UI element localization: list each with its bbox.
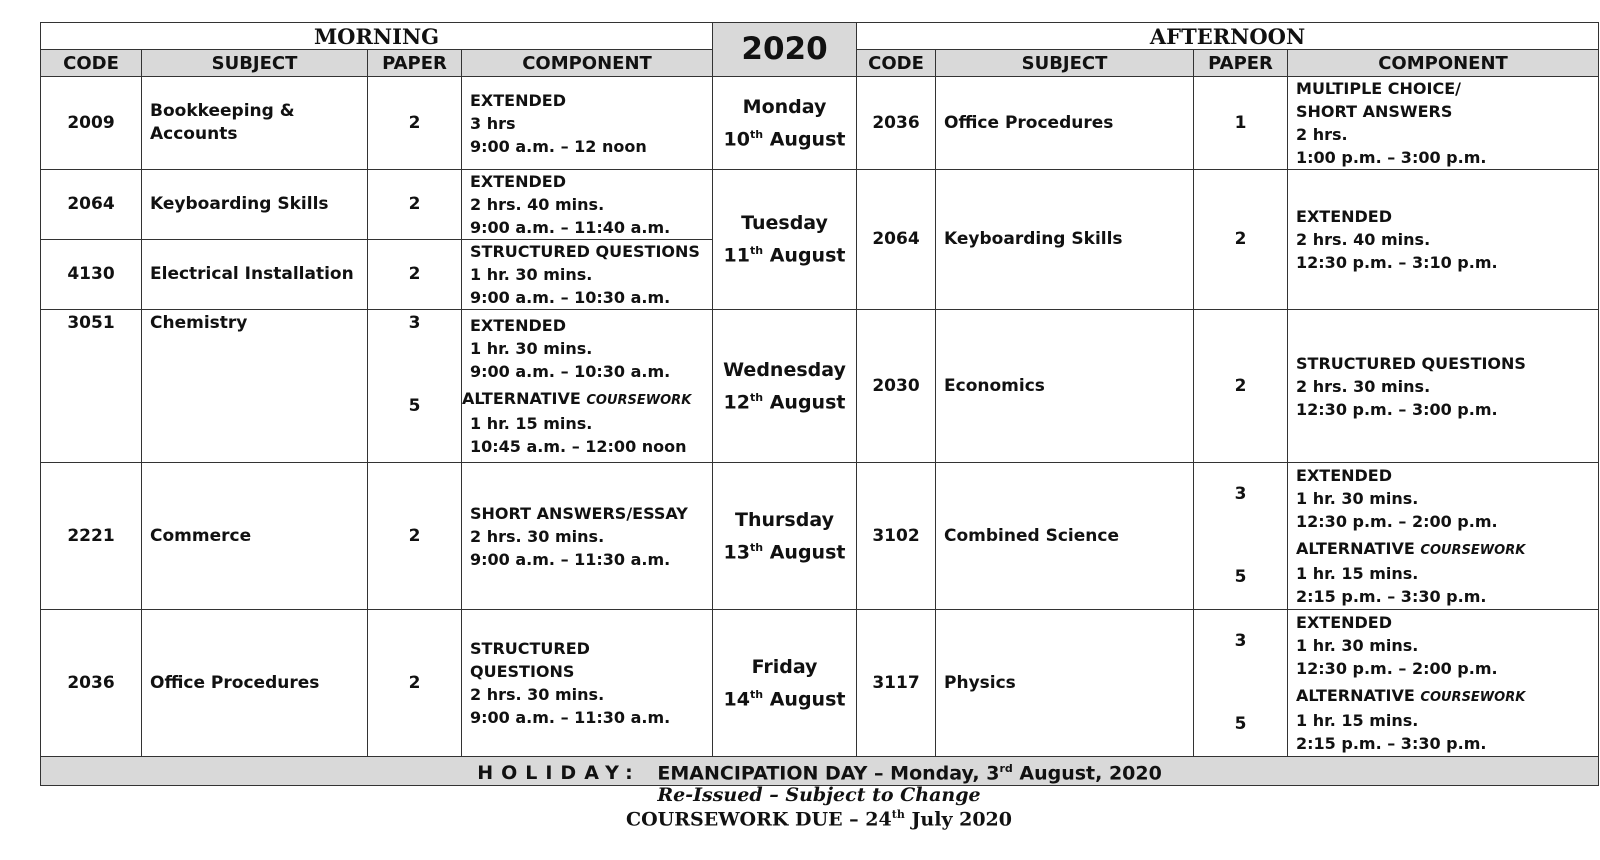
am-paper (368, 310, 462, 463)
exam-day (713, 310, 857, 463)
morning-heading: MORNING (41, 23, 713, 50)
component-line: MULTIPLE CHOICE/ (1296, 79, 1461, 98)
am-subject-header: SUBJECT (142, 50, 368, 77)
component-line: 1 hr. 15 mins. (470, 414, 593, 433)
component-line: ALTERNATIVE (462, 389, 581, 408)
pm-component (1288, 77, 1599, 170)
day-name: Thursday (735, 508, 834, 531)
pm-paper: 1 (1194, 77, 1288, 170)
component-line: 1 hr. 15 mins. (1296, 564, 1419, 583)
component-line: EXTENDED (1296, 207, 1393, 226)
exam-day (713, 77, 857, 170)
pm-subject: Office Procedures (936, 77, 1194, 170)
am-code: 2221 (41, 463, 142, 610)
am-paper-header: PAPER (368, 50, 462, 77)
component-line: 1 hr. 30 mins. (1296, 489, 1419, 508)
am-paper: 2 (368, 610, 462, 757)
day-name: Monday (742, 95, 827, 118)
day-number: 11 (723, 244, 750, 267)
component-line: 9:00 a.m. – 11:30 a.m. (470, 549, 671, 569)
paper-b: 5 (408, 396, 421, 416)
component-line: 12:30 p.m. – 3:00 p.m. (1296, 399, 1498, 419)
pm-component (1288, 310, 1599, 463)
day-number: 12 (723, 391, 750, 414)
component-line: EXTENDED (470, 172, 566, 191)
am-code: 4130 (41, 240, 142, 310)
am-code: 3051 (41, 310, 142, 463)
day-number: 10 (723, 128, 750, 151)
afternoon-heading: AFTERNOON (857, 23, 1599, 50)
component-line: 1 hr. 30 mins. (470, 265, 593, 284)
am-code: 2009 (41, 77, 142, 170)
component-italic: COURSEWORK (1420, 690, 1526, 705)
day-number: 14 (723, 688, 750, 711)
component-line: QUESTIONS (470, 662, 575, 681)
component-line: 2 hrs. 40 mins. (470, 195, 605, 214)
pm-paper (1194, 610, 1288, 757)
component-line: 1 hr. 30 mins. (1296, 636, 1419, 655)
am-paper: 2 (368, 170, 462, 240)
coursework-due (40, 808, 1598, 830)
day-suffix: th (750, 540, 764, 554)
component-line: 1 hr. 15 mins. (1296, 711, 1419, 730)
am-component-header: COMPONENT (462, 50, 713, 77)
coursework-prefix: COURSEWORK DUE – 24 (625, 808, 892, 831)
component-line: SHORT ANSWERS (1296, 102, 1453, 121)
holiday-text: EMANCIPATION DAY – Monday, 3 (657, 762, 1000, 785)
am-subject: Bookkeeping & Accounts (142, 77, 368, 170)
table-row (41, 463, 1599, 610)
component-italic: COURSEWORK (1420, 543, 1526, 558)
pm-paper (1194, 463, 1288, 610)
am-subject: Chemistry (142, 310, 368, 463)
component-line: EXTENDED (1296, 613, 1393, 632)
component-line: 2 hrs. (1296, 125, 1348, 144)
pm-subject-header: SUBJECT (936, 50, 1194, 77)
am-component (462, 610, 713, 757)
coursework-rest: July 2020 (904, 808, 1012, 831)
pm-component-header: COMPONENT (1288, 50, 1599, 77)
paper-b: 5 (1234, 567, 1247, 587)
component-line: EXTENDED (1296, 466, 1393, 485)
table-row (41, 170, 1599, 240)
pm-subject: Keyboarding Skills (936, 170, 1194, 310)
component-line: EXTENDED (470, 90, 566, 110)
component-line: 9:00 a.m. – 12 noon (470, 136, 647, 156)
pm-component (1288, 463, 1599, 610)
component-line: 12:30 p.m. – 3:10 p.m. (1296, 253, 1498, 272)
day-number: 13 (723, 541, 750, 564)
am-code: 2036 (41, 610, 142, 757)
component-line: EXTENDED (470, 316, 566, 335)
am-component (462, 310, 713, 463)
day-suffix: th (750, 390, 764, 404)
component-line: ALTERNATIVE (1296, 539, 1415, 558)
table-row (41, 610, 1599, 757)
component-line: 3 hrs (470, 113, 516, 133)
year-heading: 2020 (713, 23, 857, 77)
component-line: STRUCTURED QUESTIONS (470, 242, 700, 261)
component-italic: COURSEWORK (586, 393, 692, 408)
day-month: August (769, 244, 846, 267)
pm-code: 2036 (857, 77, 936, 170)
component-line: SHORT ANSWERS/ESSAY (470, 503, 688, 523)
pm-subject: Economics (936, 310, 1194, 463)
pm-subject: Physics (936, 610, 1194, 757)
pm-subject: Combined Science (936, 463, 1194, 610)
component-line: 9:00 a.m. – 10:30 a.m. (470, 362, 671, 381)
day-name: Wednesday (723, 358, 846, 381)
holiday-label: HOLIDAY: (477, 762, 641, 785)
pm-code: 2030 (857, 310, 936, 463)
am-subject: Office Procedures (142, 610, 368, 757)
component-line: STRUCTURED QUESTIONS (1296, 353, 1526, 373)
component-line: 10:45 a.m. – 12:00 noon (470, 437, 687, 456)
component-line: ALTERNATIVE (1296, 686, 1415, 705)
pm-paper: 2 (1194, 170, 1288, 310)
pm-code: 3117 (857, 610, 936, 757)
component-line: 12:30 p.m. – 2:00 p.m. (1296, 512, 1498, 531)
holiday-rest: August, 2020 (1012, 762, 1162, 785)
paper-b: 5 (1234, 714, 1247, 734)
day-suffix: th (750, 127, 764, 141)
day-suffix: th (750, 687, 764, 701)
component-line: 2 hrs. 30 mins. (1296, 376, 1431, 396)
am-component (462, 170, 713, 240)
exam-day (713, 170, 857, 310)
pm-code: 2064 (857, 170, 936, 310)
exam-day (713, 463, 857, 610)
am-subject: Commerce (142, 463, 368, 610)
component-line: 2:15 p.m. – 3:30 p.m. (1296, 587, 1487, 606)
pm-paper-header: PAPER (1194, 50, 1288, 77)
day-month: August (769, 541, 846, 564)
component-line: 1:00 p.m. – 3:00 p.m. (1296, 148, 1487, 167)
day-name: Friday (751, 655, 818, 678)
am-code-header: CODE (41, 50, 142, 77)
exam-day (713, 610, 857, 757)
am-paper: 2 (368, 240, 462, 310)
table-row (41, 310, 1599, 463)
am-code: 2064 (41, 170, 142, 240)
am-paper: 2 (368, 463, 462, 610)
paper-a: 3 (1234, 631, 1247, 651)
am-paper: 2 (368, 77, 462, 170)
component-line: 2:15 p.m. – 3:30 p.m. (1296, 734, 1487, 753)
component-line: 9:00 a.m. – 11:40 a.m. (470, 218, 671, 237)
pm-code-header: CODE (857, 50, 936, 77)
coursework-suffix: th (891, 808, 905, 821)
am-component (462, 463, 713, 610)
day-month: August (769, 688, 846, 711)
table-row (41, 77, 1599, 170)
paper-a: 3 (1234, 484, 1247, 504)
pm-component (1288, 610, 1599, 757)
session-header-row (41, 23, 1599, 50)
am-subject: Electrical Installation (142, 240, 368, 310)
am-subject: Keyboarding Skills (142, 170, 368, 240)
day-suffix: th (750, 244, 764, 258)
holiday-suffix: rd (999, 762, 1013, 775)
day-month: August (769, 128, 846, 151)
day-name: Tuesday (741, 212, 828, 235)
holiday-banner (41, 757, 1599, 786)
component-line: 9:00 a.m. – 11:30 a.m. (470, 708, 671, 727)
component-line: 1 hr. 30 mins. (470, 339, 593, 358)
reissued-note: Re-Issued – Subject to Change (657, 784, 981, 806)
exam-timetable (40, 22, 1598, 786)
component-line: 9:00 a.m. – 10:30 a.m. (470, 288, 671, 307)
am-component (462, 77, 713, 170)
component-line: 2 hrs. 40 mins. (1296, 230, 1431, 249)
pm-code: 3102 (857, 463, 936, 610)
pm-paper: 2 (1194, 310, 1288, 463)
component-line: 2 hrs. 30 mins. (470, 685, 605, 704)
holiday-row (41, 757, 1599, 786)
component-line: STRUCTURED (470, 639, 590, 658)
day-month: August (769, 391, 846, 414)
timetable-table (40, 22, 1599, 786)
paper-a: 3 (408, 313, 421, 333)
component-line: 2 hrs. 30 mins. (470, 526, 605, 546)
am-component (462, 240, 713, 310)
pm-component (1288, 170, 1599, 310)
component-line: 12:30 p.m. – 2:00 p.m. (1296, 659, 1498, 678)
